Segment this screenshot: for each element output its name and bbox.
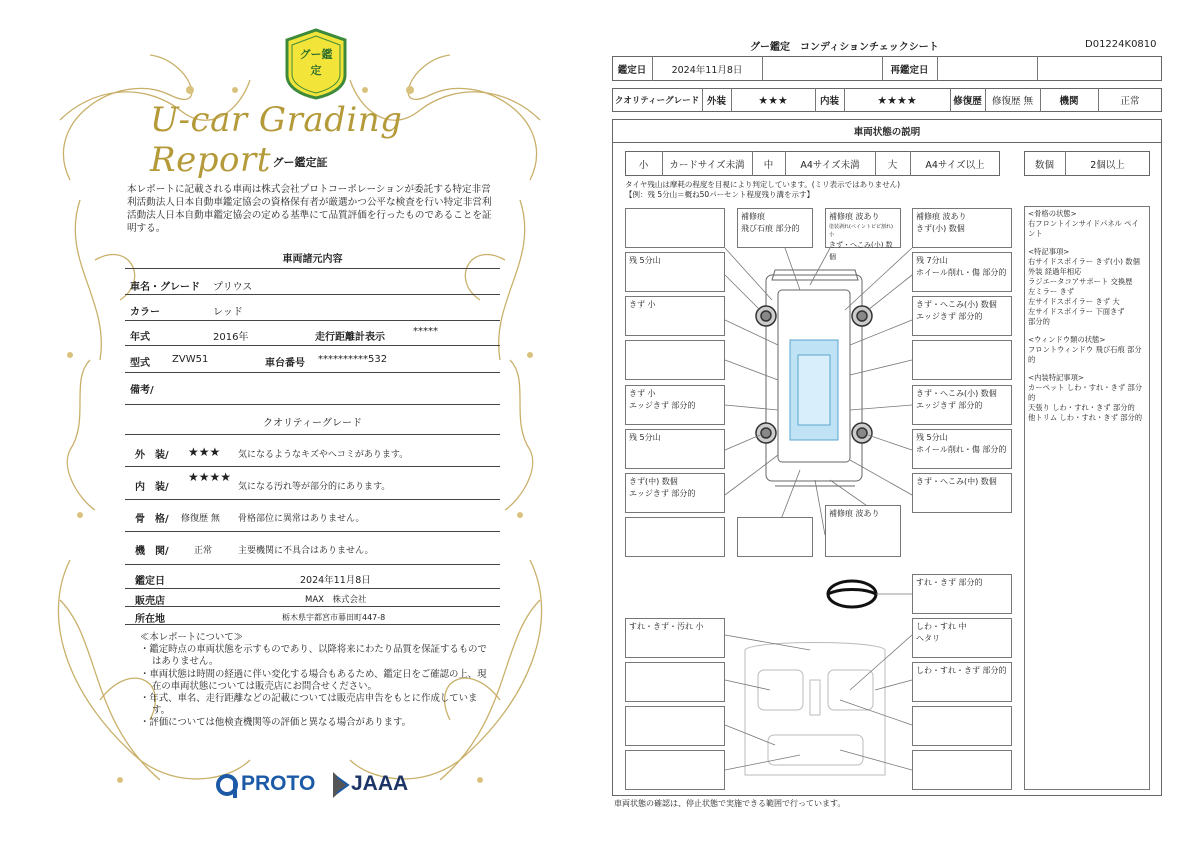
proto-logo-text: PROTO bbox=[241, 772, 316, 795]
condition-box: きず・へこみ(中) 数個 bbox=[912, 473, 1012, 513]
condition-box: 補修痕 波あり 塗装剥れ(ペイントピピ割れ) 小 きず・へこみ(小) 数個 bbox=[825, 208, 901, 248]
condition-box bbox=[625, 517, 725, 557]
divider bbox=[125, 372, 500, 373]
condition-box: 残 7分山 ホイール削れ・傷 部分的 bbox=[912, 252, 1012, 292]
engine-label: 機 関/ bbox=[135, 546, 169, 557]
condition-box bbox=[625, 750, 725, 790]
condition-box: しわ・すれ・きず 部分的 bbox=[912, 662, 1012, 702]
badge-text: グー鑑定 bbox=[299, 48, 333, 77]
int-value: ★★★★ bbox=[877, 93, 917, 107]
condition-box: きず 小 エッジきず 部分的 bbox=[625, 385, 725, 425]
condition-box bbox=[625, 208, 725, 248]
condition-box bbox=[912, 340, 1012, 380]
engine-desc: 主要機関に不具合はありません。 bbox=[238, 546, 374, 556]
divider bbox=[125, 434, 500, 435]
size-mid: 中 bbox=[763, 159, 774, 171]
repair-value: 修復歴 無 bbox=[991, 96, 1034, 107]
divider bbox=[125, 531, 500, 532]
divider bbox=[125, 320, 500, 321]
remarks-label: 備考/ bbox=[130, 385, 154, 396]
explain-heading: 車両状態の説明 bbox=[853, 126, 921, 138]
ext-label: 外装 bbox=[706, 96, 726, 107]
doc-id: D01224K0810 bbox=[1085, 39, 1157, 50]
note-item: ・鑑定時点の車両状態を示すものであり、以降将来にわたり品質を保証するものではありません。 bbox=[140, 644, 487, 668]
divider bbox=[125, 499, 500, 500]
condition-box: 補修痕 波あり bbox=[825, 505, 901, 557]
condition-box: すれ・きず・汚れ 小 bbox=[625, 618, 725, 658]
frame-label: 骨 格/ bbox=[135, 514, 169, 525]
special-notes-panel: <骨格の状態> 右フロントインサイドパネル ペイント <特記事項> 右サイドスポイラー きず(小) 数個 外装 経過年相応 ラジエータコアサポート 交換歴 左ミラー きず 左サイドスポイラー きず 大 左サイドスポイラー 下面きず 部分的 <ウィンドウ類の状態> フロントウィンドウ 飛び石痕 部分的 <内装特記事項> カーペット しわ・すれ・きず 部分的 天張り しわ・すれ・きず 部分的 他トリム しわ・すれ・きず 部分的 bbox=[1024, 206, 1150, 790]
condition-box: 残 5分山 bbox=[625, 252, 725, 292]
year-label: 年式 bbox=[130, 332, 150, 343]
condition-box: すれ・きず 部分的 bbox=[912, 574, 1012, 614]
mileage-value: ***** bbox=[413, 326, 438, 337]
model-label: 型式 bbox=[130, 358, 150, 369]
condition-box: きず・へこみ(小) 数個 エッジきず 部分的 bbox=[912, 296, 1012, 336]
int-label: 内装 bbox=[819, 96, 839, 107]
sheet-footer: 車両状態の確認は、停止状態で実施できる範囲で行っています。 bbox=[614, 799, 846, 808]
divider bbox=[125, 606, 500, 607]
divider bbox=[125, 345, 500, 346]
quality-heading: クオリティーグレード bbox=[263, 418, 362, 429]
count-desc: 2個以上 bbox=[1090, 159, 1125, 171]
script-title: U-car Grading Report bbox=[150, 100, 403, 180]
size-small-desc: カードサイズ未満 bbox=[669, 159, 745, 171]
shop-label: 販売店 bbox=[135, 596, 165, 607]
spec-heading: 車両諸元内容 bbox=[282, 254, 343, 265]
name-label: 車名・グレード bbox=[130, 282, 200, 293]
model-value: ZVW51 bbox=[172, 354, 209, 365]
repair-label: 修復歴 bbox=[953, 96, 982, 107]
address-value: 栃木県宇都宮市幕田町447-8 bbox=[282, 613, 386, 622]
divider bbox=[125, 404, 500, 405]
divider bbox=[125, 588, 500, 589]
interior-stars: ★★★★ bbox=[188, 470, 232, 484]
certificate-subtitle: グー鑑定証 bbox=[272, 156, 328, 169]
certificate-intro: 本レポートに記載される車両は株式会社プロトコーポレーションが委託する特定非営利活動法人日本自動車鑑定協会の資格保有者が厳選かつ公平な検査を行い特定非営利活動法人日本自動車鑑定協会の定める基準にて品質評価を行ったものであることを証明する。 bbox=[127, 184, 492, 234]
address-label: 所在地 bbox=[135, 614, 165, 625]
condition-box bbox=[912, 706, 1012, 746]
tire-note: タイヤ残山は摩耗の程度を目視により判定しています。(ミリ表示ではありません) bbox=[625, 180, 901, 189]
chassis-value: **********532 bbox=[318, 354, 388, 365]
ext-value: ★★★ bbox=[758, 93, 788, 107]
condition-box bbox=[912, 750, 1012, 790]
divider bbox=[125, 624, 500, 625]
shop-value: MAX 株式会社 bbox=[305, 595, 367, 605]
divider bbox=[125, 268, 500, 269]
name-value: プリウス bbox=[213, 282, 253, 293]
steering-wheel-icon bbox=[828, 581, 912, 607]
condition-box: しわ・すれ 中 ヘタリ bbox=[912, 618, 1012, 658]
note-item: ・車両状態は時間の経過に伴い変化する場合もあるため、鑑定日をご確認の上、現在の車両状態については販売店にお問合せください。 bbox=[140, 668, 487, 692]
interior-desc: 気になる汚れ等が部分的にあります。 bbox=[238, 482, 391, 492]
sheet-title: グー鑑定 コンディションチェックシート bbox=[750, 42, 939, 53]
condition-box bbox=[737, 517, 813, 557]
divider bbox=[125, 466, 500, 467]
jaaa-logo-text: JAAA bbox=[351, 772, 409, 795]
condition-box bbox=[625, 340, 725, 380]
condition-box bbox=[625, 662, 725, 702]
engine-label: 機関 bbox=[1059, 96, 1079, 107]
date-value: 2024年11月8日 bbox=[671, 64, 743, 76]
chassis-label: 車台番号 bbox=[265, 358, 305, 369]
condition-box: 補修痕 飛び石痕 部分的 bbox=[737, 208, 813, 248]
size-small: 小 bbox=[638, 159, 649, 171]
condition-box: きず・へこみ(小) 数個 エッジきず 部分的 bbox=[912, 385, 1012, 425]
frame-value: 修復歴 無 bbox=[181, 514, 220, 524]
date-label: 鑑定日 bbox=[617, 64, 647, 76]
size-mid-desc: A4サイズ未満 bbox=[800, 159, 860, 171]
engine-value: 正常 bbox=[1120, 96, 1140, 107]
exterior-stars: ★★★ bbox=[188, 445, 221, 459]
size-large: 大 bbox=[887, 159, 898, 171]
color-label: カラー bbox=[130, 307, 160, 318]
condition-box: 残 5分山 ホイール削れ・傷 部分的 bbox=[912, 429, 1012, 469]
count-label: 数個 bbox=[1034, 159, 1054, 171]
condition-box: 残 5分山 bbox=[625, 429, 725, 469]
note-item: ・評価については他検査機関等の評価と異なる場合があります。 bbox=[140, 717, 411, 729]
divider bbox=[125, 564, 500, 565]
year-value: 2016年 bbox=[213, 332, 249, 343]
exterior-desc: 気になるようなキズやヘコミがあります。 bbox=[238, 450, 409, 460]
condition-box: きず(中) 数個 エッジきず 部分的 bbox=[625, 473, 725, 513]
frame-desc: 骨格部位に異常はありません。 bbox=[238, 514, 365, 524]
condition-box: きず 小 bbox=[625, 296, 725, 336]
condition-box: 補修痕 波あり きず(小) 数個 bbox=[912, 208, 1012, 248]
exterior-label: 外 装/ bbox=[135, 450, 169, 461]
mileage-label: 走行距離計表示 bbox=[315, 332, 385, 343]
size-large-desc: A4サイズ以上 bbox=[925, 159, 985, 171]
redate-label: 再鑑定日 bbox=[890, 64, 929, 76]
engine-value: 正常 bbox=[194, 546, 213, 556]
tire-example: 【例：残 5分山＝概ね50パーセント程度残り溝を示す】 bbox=[625, 190, 815, 199]
condition-check-sheet bbox=[600, 0, 1200, 848]
condition-box bbox=[625, 706, 725, 746]
grade-label: クオリティーグレード bbox=[614, 96, 700, 106]
report-notes bbox=[140, 632, 495, 730]
interior-label: 内 装/ bbox=[135, 482, 169, 493]
notes-title: ≪本レポートについて≫ bbox=[140, 632, 243, 643]
note-item: ・年式、車名、走行距離などの記載については販売店申告をもとに作成しています。 bbox=[140, 693, 478, 717]
date-label: 鑑定日 bbox=[135, 576, 165, 587]
divider bbox=[125, 294, 500, 295]
date-value: 2024年11月8日 bbox=[300, 575, 371, 586]
color-value: レッド bbox=[213, 307, 243, 318]
